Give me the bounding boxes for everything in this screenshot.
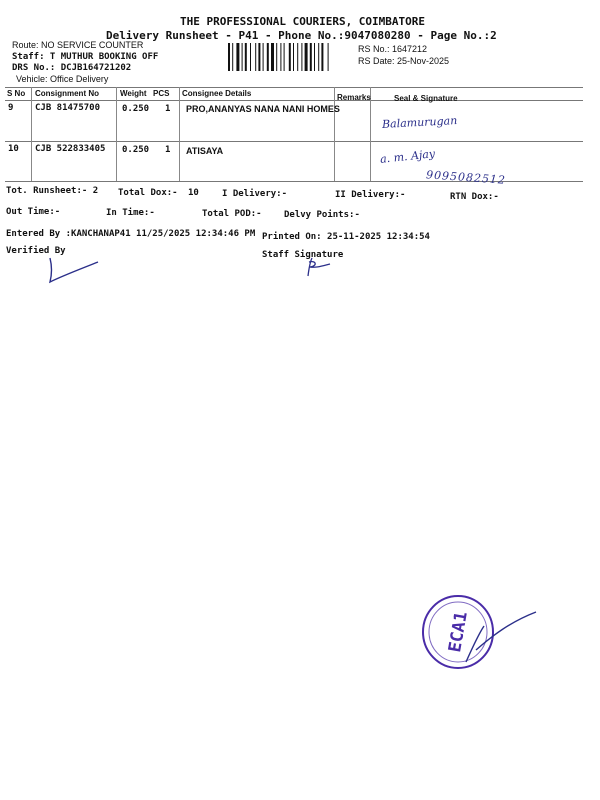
entered-by: Entered By :KANCHANAP41 11/25/2025 12:34:46 PM — [6, 229, 256, 239]
barcode-bar — [271, 43, 274, 71]
col-divider — [31, 87, 32, 181]
staff-label: Staff: T MUTHUR BOOKING OFF — [12, 52, 159, 62]
barcode-bar — [310, 43, 312, 71]
printed-on: Printed On: 25-11-2025 12:34:54 — [262, 232, 430, 242]
header-consignment: Consignment No — [35, 89, 99, 98]
total-dox-value: 10 — [188, 188, 199, 198]
header-weight: Weight — [120, 89, 147, 98]
out-time: Out Time:- — [6, 207, 61, 217]
barcode-bar — [321, 43, 323, 71]
row-consignee: PRO,ANANYAS NANA NANI HOMES — [186, 104, 340, 114]
barcode-bar — [301, 43, 302, 71]
tot-runsheet: Tot. Runsheet:- 2 — [6, 186, 99, 196]
runsheet-title: Delivery Runsheet - P41 - Phone No.:9047080280 - Page No.:2 — [106, 29, 497, 42]
rtn-dox: RTN Dox:- — [450, 192, 499, 202]
row-divider — [5, 141, 583, 142]
row-pcs: 1 — [165, 104, 171, 114]
delvy-points: Delvy Points:- — [284, 210, 360, 220]
stamp-text: ECA1 — [445, 610, 472, 654]
barcode-bar — [305, 43, 308, 71]
company-name: THE PROFESSIONAL COURIERS, COIMBATORE — [180, 15, 426, 28]
barcode-bar — [289, 43, 291, 71]
barcode-bar — [228, 43, 230, 71]
barcode-bar — [232, 43, 233, 71]
barcode-bar — [284, 43, 285, 71]
barcode-bar — [258, 43, 260, 71]
row-consignee: ATISAYA — [186, 146, 224, 156]
barcode-bar — [263, 43, 264, 71]
barcode-bar — [236, 43, 239, 71]
barcode-bar — [255, 43, 256, 71]
header-pcs: PCS — [153, 89, 170, 98]
header-sno: S No — [7, 89, 26, 98]
in-time: In Time:- — [106, 208, 155, 218]
total-pod: Total POD:- — [202, 209, 262, 219]
barcode-bar — [267, 43, 269, 71]
barcode-bar — [328, 43, 329, 71]
barcode — [228, 43, 354, 71]
row-consignment: CJB 522833405 — [35, 144, 106, 154]
barcode-bar — [280, 43, 281, 71]
barcode-bar — [297, 43, 298, 71]
rs-number: RS No.: 1647212 — [358, 44, 428, 54]
col-divider — [116, 87, 117, 181]
route-label: Route: NO SERVICE COUNTER — [12, 40, 144, 50]
row-weight: 0.250 — [122, 145, 150, 155]
barcode-bar — [250, 43, 251, 71]
barcode-bar — [314, 43, 315, 71]
barcode-bar — [242, 43, 243, 71]
staff-signature — [300, 256, 340, 280]
handwritten-signature: a. m. Ajay — [379, 147, 436, 166]
row-weight: 0.250 — [122, 104, 150, 114]
header-seal: Seal & Signature — [394, 94, 458, 103]
vehicle-label: Vehicle: Office Delivery — [16, 74, 109, 84]
row-sno: 10 — [8, 144, 19, 154]
verified-by: Verified By — [6, 246, 66, 256]
barcode-bar — [318, 43, 319, 71]
row-pcs: 1 — [165, 145, 171, 155]
total-dox: Total Dox:- — [118, 188, 178, 198]
staff-signature-label: Staff Signature — [262, 250, 344, 260]
verified-signature — [44, 256, 104, 286]
barcode-bar — [245, 43, 247, 71]
row-sno: 9 — [8, 103, 14, 113]
table-header-rule — [5, 100, 583, 101]
rs-date: RS Date: 25-Nov-2025 — [358, 56, 450, 66]
table-top-rule — [5, 87, 583, 88]
delivery-stamp — [418, 592, 542, 692]
i-delivery: I Delivery:- — [222, 189, 288, 199]
handwritten-signature: Balamurugan — [381, 114, 458, 131]
col-divider — [334, 87, 335, 181]
col-divider — [179, 87, 180, 181]
barcode-bar — [293, 43, 294, 71]
barcode-bar — [276, 43, 277, 71]
handwritten-phone: 9095082512 — [425, 168, 507, 187]
ii-delivery: II Delivery:- — [335, 190, 406, 200]
header-consignee: Consignee Details — [182, 89, 252, 98]
header-remarks: Remarks — [337, 93, 371, 102]
drs-number: DRS No.: DCJB164721202 — [12, 63, 132, 73]
row-consignment: CJB 81475700 — [35, 103, 101, 113]
